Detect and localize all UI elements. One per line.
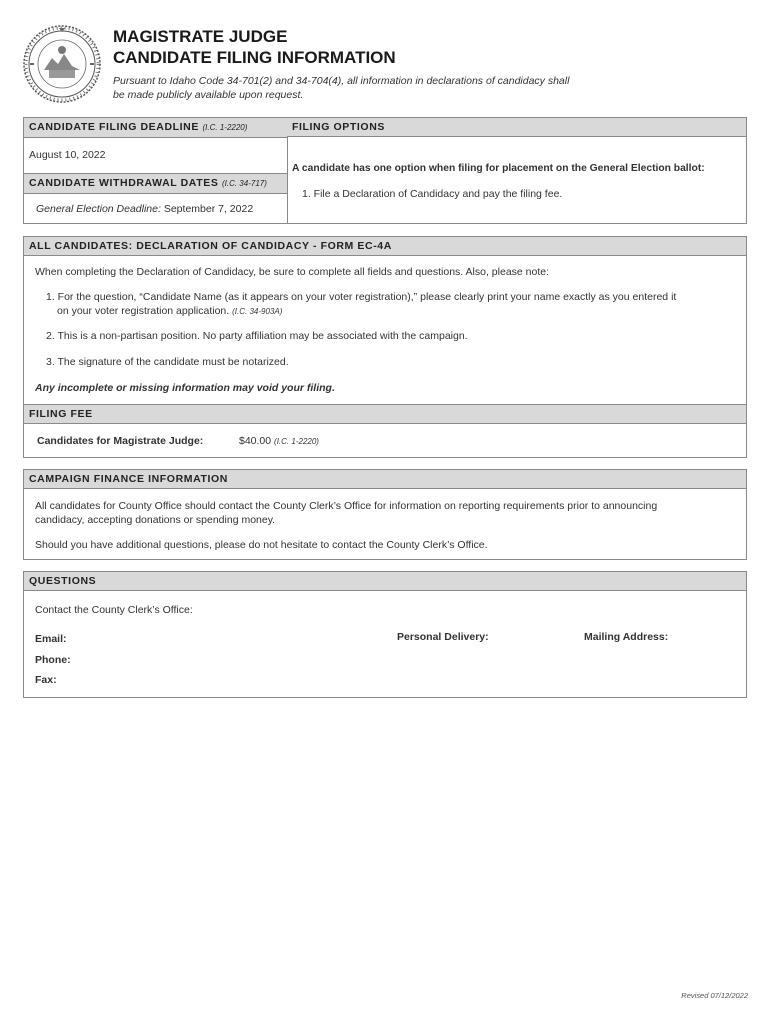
campaign-finance-para-2: Should you have additional questions, please do not hesitate to contact the County Clerk’s Office. — [35, 539, 488, 551]
revised-date: Revised 07/12/2022 — [681, 991, 748, 1000]
questions-header: QUESTIONS — [24, 572, 746, 591]
deadline-header — [24, 118, 287, 138]
declaration-item-2: 2. This is a non-partisan position. No party affiliation may be associated with the campaign. — [46, 330, 468, 342]
fax-label: Fax: — [35, 674, 57, 686]
state-seal-icon — [22, 24, 102, 104]
filing-options-header: FILING OPTIONS — [287, 118, 746, 137]
phone-label: Phone: — [35, 654, 71, 666]
withdrawal-header-label: CANDIDATE WITHDRAWAL DATES — [29, 177, 219, 189]
declaration-intro: When completing the Declaration of Candidacy, be sure to complete all fields and questions. Also, please note: — [35, 266, 550, 278]
questions-box — [23, 571, 747, 698]
title-block — [113, 26, 733, 102]
filing-options-intro: A candidate has one option when filing for placement on the General Election ballot: — [292, 163, 705, 174]
declaration-box — [23, 236, 747, 404]
campaign-finance-para-1-line-2: candidacy, accepting donations or spending money. — [35, 514, 276, 526]
withdrawal-date: September 7, 2022 — [163, 203, 254, 215]
declaration-item-1-ref: (I.C. 34-903A) — [232, 307, 283, 316]
deadline-ref: (I.C. 1-2220) — [202, 123, 248, 132]
campaign-finance-para-1-line-1: All candidates for County Office should contact the County Clerk’s Office for information on reporting requirements prior to announcing — [35, 500, 658, 512]
filing-options-item-1: 1. File a Declaration of Candidacy and pay the filing fee. — [302, 188, 563, 200]
declaration-item-1-line-1: 1. For the question, “Candidate Name (as it appears on your voter registration),” please clearly print your name exactly as you entered it — [46, 291, 677, 303]
deadline-column — [24, 118, 288, 223]
campaign-finance-header: CAMPAIGN FINANCE INFORMATION — [24, 470, 746, 489]
declaration-header: ALL CANDIDATES: DECLARATION OF CANDIDACY - FORM EC-4A — [24, 237, 746, 256]
filing-fee-amount-line — [239, 434, 319, 449]
deadline-header-label: CANDIDATE FILING DEADLINE — [29, 121, 199, 133]
filing-options-column — [287, 118, 746, 223]
withdrawal-header — [24, 173, 287, 194]
campaign-finance-box — [23, 469, 747, 560]
withdrawal-ref: (I.C. 34-717) — [221, 179, 267, 188]
filing-fee-amount: $40.00 — [239, 435, 272, 447]
declaration-item-3: 3. The signature of the candidate must be notarized. — [46, 356, 289, 368]
email-label: Email: — [35, 633, 67, 645]
subtitle — [113, 74, 733, 102]
filing-fee-box — [23, 404, 747, 458]
personal-delivery-label: Personal Delivery: — [397, 631, 489, 643]
mailing-address-label: Mailing Address: — [584, 631, 669, 643]
title-line-1: MAGISTRATE JUDGE — [113, 27, 288, 46]
deadline-options-box — [23, 117, 747, 224]
title-line-2: CANDIDATE FILING INFORMATION — [113, 48, 396, 67]
filing-fee-header: FILING FEE — [24, 405, 746, 424]
subtitle-line-1: Pursuant to Idaho Code 34-701(2) and 34-704(4), all information in declarations of candidacy shall — [113, 75, 570, 87]
deadline-date: August 10, 2022 — [29, 149, 106, 161]
questions-intro: Contact the County Clerk’s Office: — [35, 604, 193, 616]
declaration-item-1-line-2 — [57, 304, 282, 319]
filing-fee-ref: (I.C. 1-2220) — [274, 437, 319, 446]
withdrawal-label: General Election Deadline: — [36, 203, 161, 215]
filing-fee-label: Candidates for Magistrate Judge: — [37, 435, 204, 447]
declaration-item-1-line-2-text: on your voter registration application. — [57, 305, 230, 317]
declaration-warning: Any incomplete or missing information may void your filing. — [35, 382, 335, 394]
subtitle-line-2: be made publicly available upon request. — [113, 89, 304, 101]
withdrawal-deadline — [36, 202, 253, 216]
